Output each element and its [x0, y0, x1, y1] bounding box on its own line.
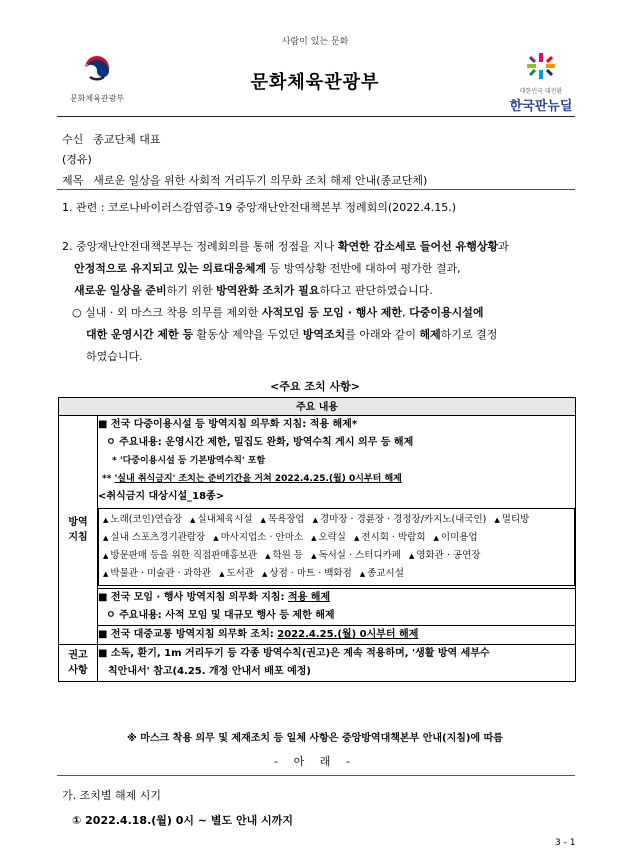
item2-text-4: 하기 위한 — [166, 284, 217, 297]
facility-item — [213, 532, 303, 543]
triangle-bullet-icon: ▲ — [312, 516, 318, 524]
item-1: 1. 관련 : 코로나바이러스감염증-19 중앙재난안전대책본부 정례회의(2022.4.15.) — [62, 201, 456, 214]
recipient-label: 수신 — [62, 133, 84, 146]
new-deal-star-icon — [526, 52, 556, 80]
facility-label: 오락실 — [318, 532, 346, 543]
triangle-bullet-icon: ▲ — [213, 534, 219, 542]
item2-text: 2. 중앙재난안전대책본부는 정례회의를 통해 정점을 지나 — [62, 240, 338, 253]
sub-bold-5: 해제 — [419, 328, 441, 341]
facility-item — [103, 568, 211, 579]
sub-bold-4: 방역조치 — [302, 328, 346, 341]
recipient-line — [62, 131, 161, 147]
item2-text-2: 과 — [498, 240, 509, 253]
sub-bold-3: 대한 운영시간 제한 등 — [86, 328, 194, 341]
item2-bold-1: 확연한 감소세로 들어선 유행상황 — [337, 240, 499, 253]
facility-label: 전시회 · 박람회 — [361, 532, 426, 543]
right-logo-small: 대한민국 대전환 — [519, 88, 563, 95]
triangle-bullet-icon: ▲ — [359, 570, 366, 578]
guideline-transport-cell — [98, 626, 576, 645]
sub-bold-1: 사적모임 등 모임 · 행사 제한 — [261, 306, 403, 319]
facility-label: 종교시설 — [367, 568, 404, 579]
below-heading: - 아 래 - — [274, 755, 356, 768]
facility-label: 방문판매 등을 위한 직접판매홍보관 — [110, 550, 258, 561]
r3-line1 — [98, 626, 575, 644]
r1-line2: ㅇ 주요내용: 운영시간 제한, 밀집도 완화, 방역수칙 게시 의무 등 해제 — [106, 437, 414, 448]
sub-text-2: , — [402, 306, 410, 319]
ministry-title: 문화체육관광부 — [250, 72, 380, 93]
item2-bold-4: 방역완화 조치가 필요 — [216, 284, 320, 297]
facility-label: 학원 등 — [272, 550, 304, 561]
sub-text-4: 를 아래와 같이 — [345, 328, 420, 341]
triangle-bullet-icon: ▲ — [311, 534, 317, 542]
sub-text-6: 하였습니다. — [86, 350, 143, 363]
item-2 — [62, 236, 580, 302]
sub-bold-2: 다중이용시설에 — [409, 306, 484, 319]
facility-item — [262, 568, 352, 579]
facility-label: 도서관 — [226, 568, 255, 579]
schedule-item-1: ① 2022.4.18.(월) 0시 ~ 별도 안내 시까지 — [72, 814, 293, 827]
facility-label: 실내체육시설 — [197, 514, 253, 525]
table-header: 주요 내용 — [59, 398, 576, 416]
facility-label: 경마장 · 경륜장 · 경정장/카지노(내국인) — [320, 514, 487, 525]
facility-list — [98, 508, 575, 586]
r2-line2: ㅇ 주요내용: 사적 모임 및 대규모 행사 등 제한 해제 — [106, 610, 335, 621]
r4-line2: 칙안내서' 참고(4.25. 개정 안내서 배포 예정) — [108, 666, 311, 677]
triangle-bullet-icon: ▲ — [103, 516, 109, 524]
facility-item — [103, 532, 205, 543]
measures-table — [58, 397, 576, 682]
r2-line1-text: ■ 전국 모임 · 행사 방역지침 의무화 지침: — [98, 592, 288, 603]
triangle-bullet-icon: ▲ — [311, 552, 317, 560]
row-label-guidelines — [59, 416, 98, 645]
facility-label: 상점 · 마트 · 백화점 — [269, 568, 352, 579]
right-logo-big: 한국판뉴딜 — [509, 99, 573, 114]
row-label-recommendations — [59, 645, 98, 682]
triangle-bullet-icon: ▲ — [103, 552, 109, 560]
facility-item — [313, 514, 487, 525]
subject-line — [62, 172, 427, 188]
r3-line1-underline: 2022.4.25.(월) 0시부터 해제 — [277, 629, 419, 640]
facility-item — [494, 514, 529, 525]
item2-bold-3: 새로운 일상을 준비 — [74, 284, 167, 297]
facility-label: 멀티방 — [501, 514, 530, 525]
sub-text-3: 활동상 제약을 두었던 — [193, 328, 303, 341]
r4-line1: ■ 소독, 환기, 1m 거리두기 등 각종 방역수칙(권고)은 계속 적용하며, '생활 방역 세부수 — [98, 648, 490, 659]
facility-item — [311, 550, 401, 561]
r1-line1: ■ 전국 다중이용시설 등 방역지침 의무화 지침: 적용 해제* — [98, 419, 358, 430]
facility-item — [190, 514, 252, 525]
r1-line4-underline: '실내 취식금지' 조치는 준비기간을 거쳐 2022.4.25.(월) 0시부터 해제 — [114, 474, 402, 484]
triangle-bullet-icon: ▲ — [265, 552, 271, 560]
triangle-bullet-icon: ▲ — [494, 516, 500, 524]
r1-line4 — [98, 470, 575, 488]
facility-label: 실내 스포츠경기관람장 — [110, 532, 206, 543]
facility-item — [265, 550, 303, 561]
subject: 새로운 일상을 위한 사회적 거리두기 의무화 조치 해제 안내(종교단체) — [93, 174, 428, 187]
facility-label: 이미용업 — [440, 532, 478, 543]
facility-label: 마사지업소 · 안마소 — [220, 532, 304, 543]
facility-item — [261, 514, 305, 525]
facility-item — [219, 568, 254, 579]
triangle-bullet-icon: ▲ — [260, 516, 266, 524]
page-number: 3 - 1 — [555, 838, 576, 848]
triangle-bullet-icon: ▲ — [190, 516, 196, 524]
triangle-bullet-icon: ▲ — [219, 570, 225, 578]
sub-text-5: 하기로 결정 — [440, 328, 498, 341]
triangle-bullet-icon: ▲ — [262, 570, 268, 578]
guideline-facilities-cell — [98, 416, 576, 589]
recipient: 종교단체 대표 — [93, 133, 161, 146]
facility-item — [311, 532, 346, 543]
facility-label: 목욕장업 — [267, 514, 305, 525]
row-label-guidelines-text: 방역 지침 — [68, 517, 88, 543]
guideline-gatherings-cell — [98, 589, 576, 626]
facility-item — [354, 532, 426, 543]
below-divider — [57, 775, 575, 776]
facility-item — [360, 568, 404, 579]
r2-line1-underline: 적용 해제 — [288, 592, 331, 603]
facility-item — [103, 514, 182, 525]
triangle-bullet-icon: ▲ — [103, 570, 109, 578]
r1-line5: <취식금지 대상시설_18종> — [98, 491, 225, 502]
sub-text-1: ○ 실내 · 외 마스크 착용 의무를 제외한 — [72, 306, 262, 319]
recommendations-cell — [98, 645, 576, 682]
section-ga: 가. 조치별 해제 시기 — [62, 789, 161, 802]
facility-item — [409, 550, 481, 561]
header-divider — [57, 116, 575, 117]
triangle-bullet-icon: ▲ — [103, 534, 109, 542]
triangle-bullet-icon: ▲ — [408, 552, 415, 560]
slogan: 사람이 있는 문화 — [281, 37, 349, 47]
facility-item — [103, 550, 257, 561]
row-label-recommendations-text: 권고 사항 — [68, 650, 88, 676]
r1-line4-prefix: ** — [102, 474, 115, 484]
r1-line3: * '다중이용시설 등 기본방역수칙' 포함 — [112, 456, 266, 466]
subject-label: 제목 — [62, 174, 84, 187]
via-line: (경유) — [62, 153, 92, 166]
table-caption: <주요 조치 사항> — [270, 380, 360, 393]
facility-label: 독서실 · 스터디카페 — [318, 550, 401, 561]
subject-divider — [57, 189, 575, 190]
mask-note: ※ 마스크 착용 의무 및 제재조치 등 일체 사항은 중앙방역대책본부 안내(지침)에 따름 — [127, 733, 503, 744]
facility-label: 박물관 · 미술관 · 과학관 — [110, 568, 212, 579]
item2-bold-2: 안정적으로 유지되고 있는 의료대응체계 — [74, 262, 267, 275]
facility-item — [434, 532, 478, 543]
item2-text-5: 하다고 판단하였습니다. — [319, 284, 433, 297]
r2-line1 — [98, 589, 575, 607]
left-logo-text: 문화체육관광부 — [69, 94, 125, 103]
korean-new-deal-logo — [500, 52, 582, 114]
facility-label: 영화관 · 공연장 — [416, 550, 481, 561]
sub-item — [72, 302, 580, 368]
triangle-bullet-icon: ▲ — [353, 534, 360, 542]
triangle-bullet-icon: ▲ — [433, 534, 439, 542]
facility-label: 노래(코인)연습장 — [110, 514, 183, 525]
r3-line1-text: ■ 전국 대중교통 방역지침 의무화 조치: — [98, 629, 278, 640]
item2-text-3: 등 방역상황 전반에 대하여 평가한 결과, — [266, 262, 461, 275]
